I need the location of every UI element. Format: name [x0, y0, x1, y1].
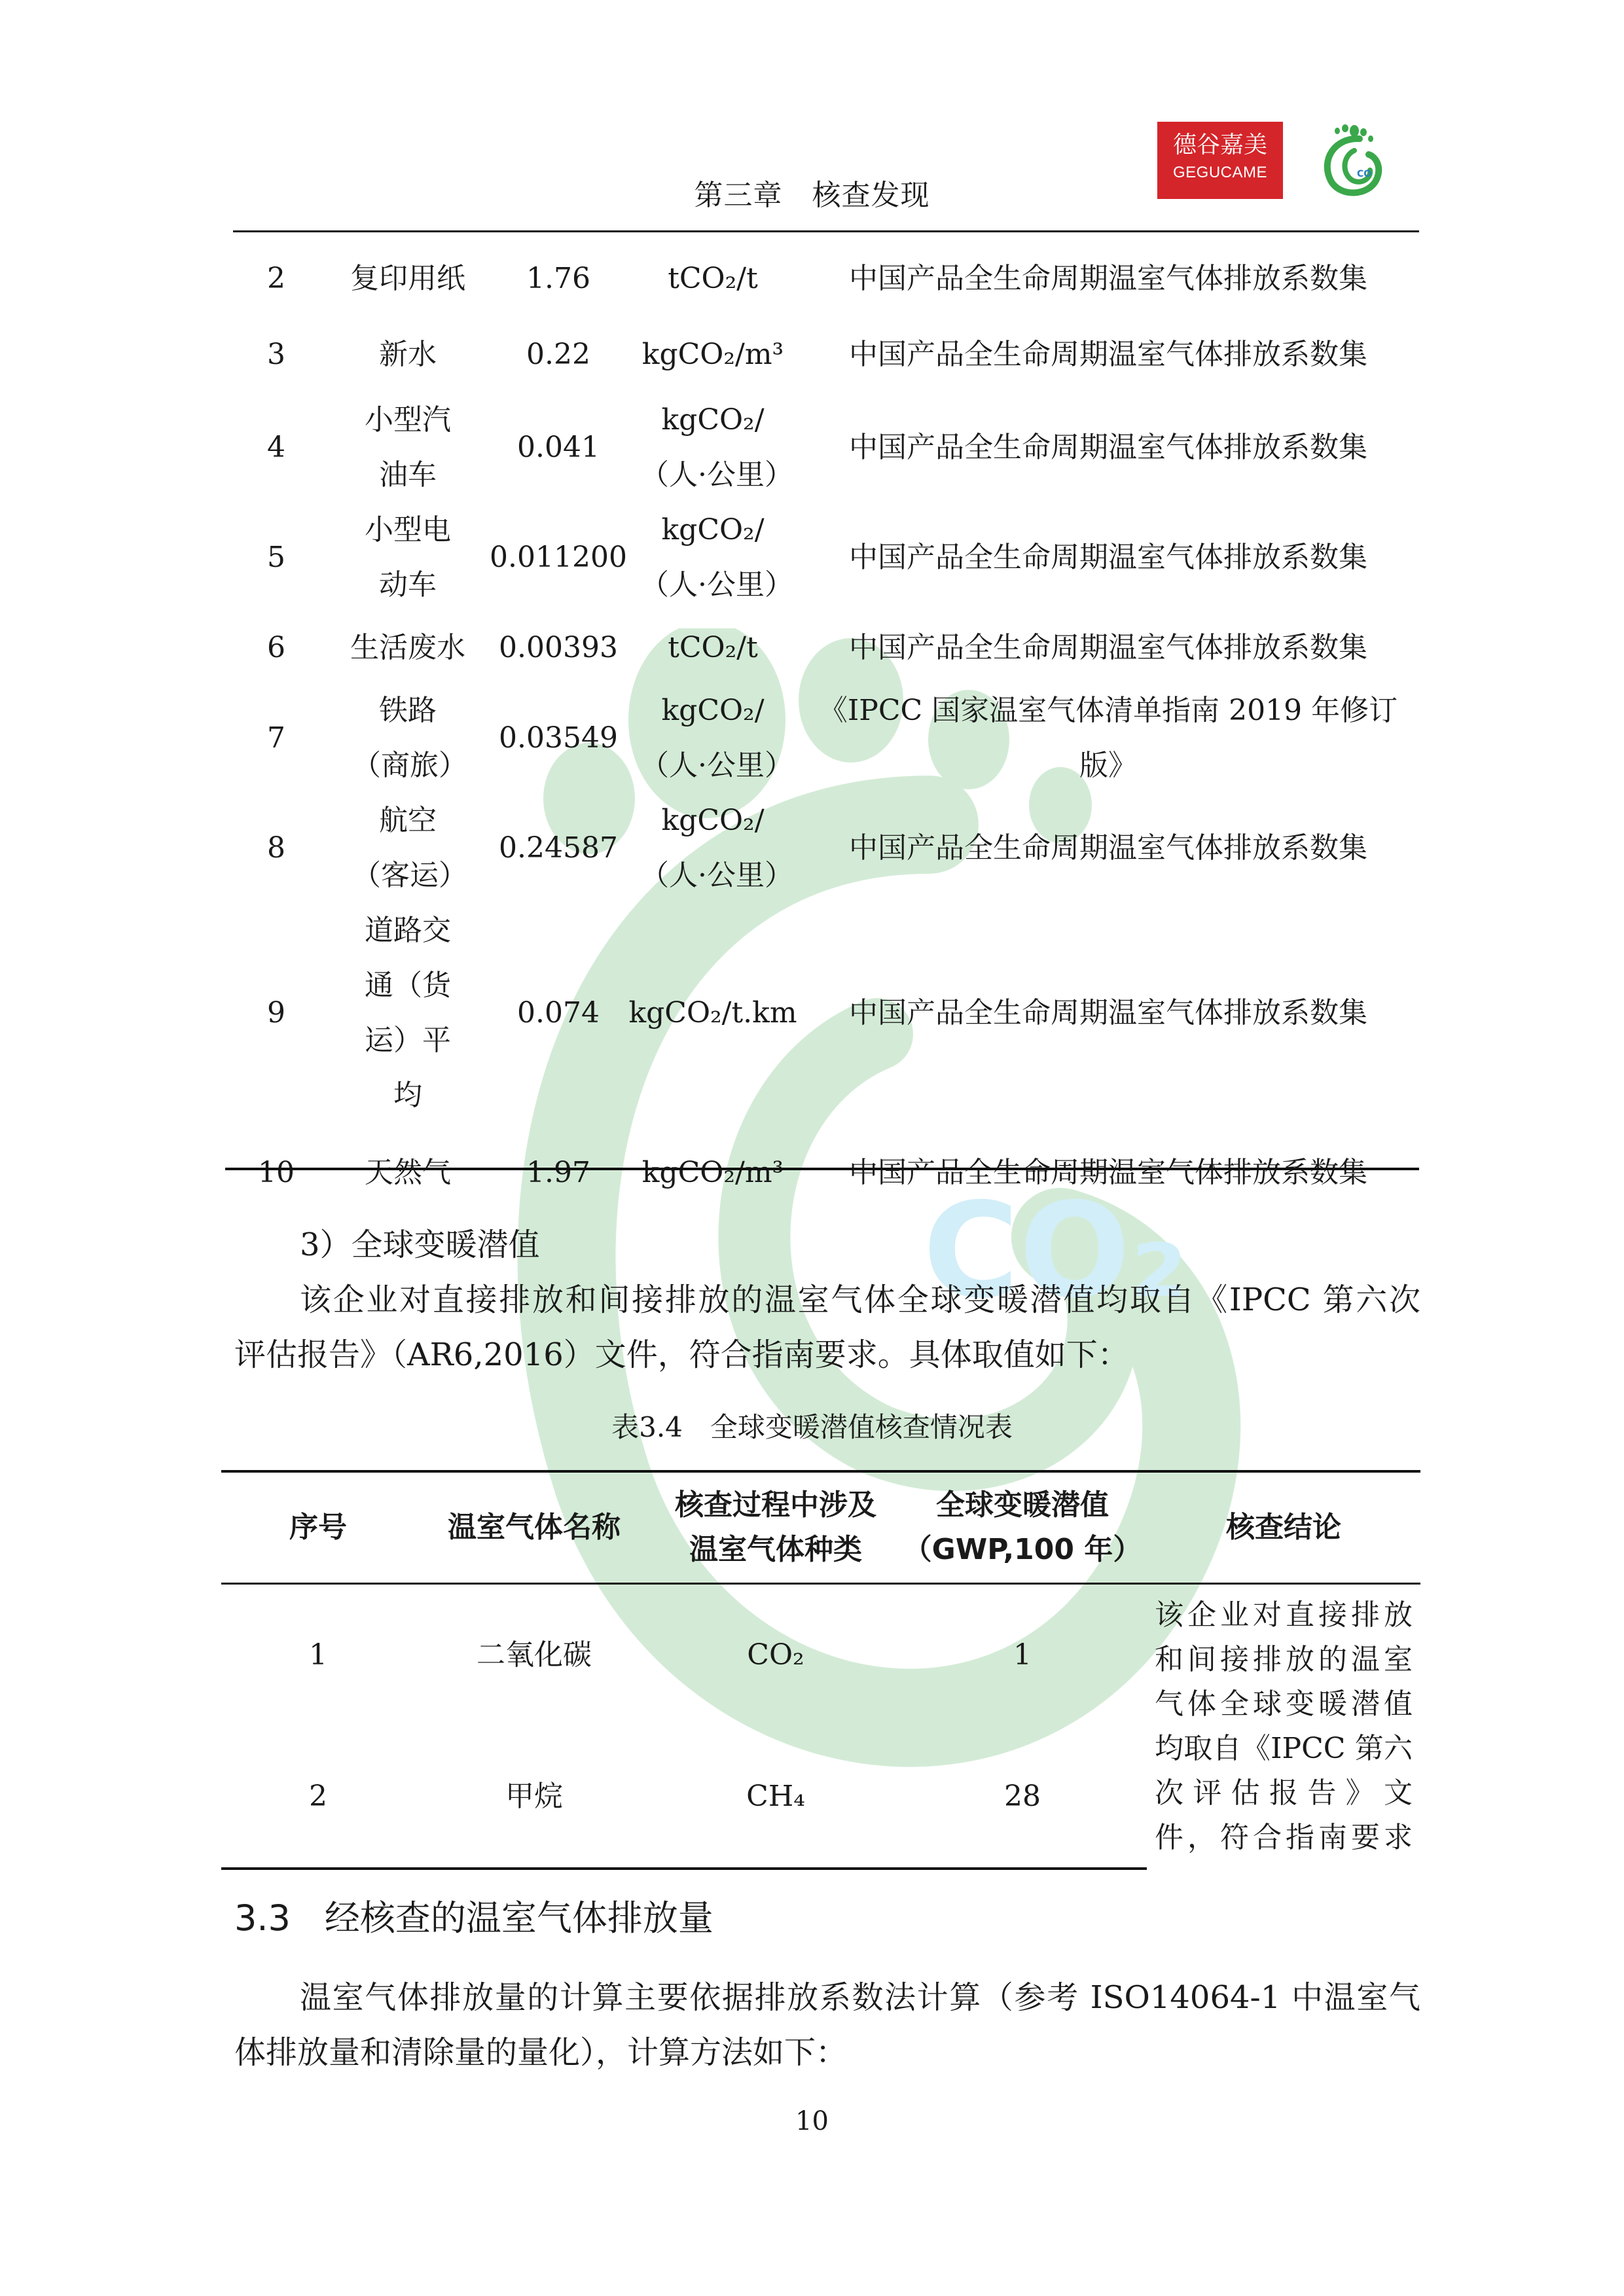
row-gwp: 28	[898, 1726, 1147, 1869]
row-name: 天然气	[365, 1156, 451, 1189]
row-gas-type: CH₄	[653, 1726, 898, 1869]
row-unit: tCO₂/t	[668, 262, 758, 295]
row-value: 0.074	[517, 996, 600, 1030]
row-no: 10	[258, 1156, 295, 1189]
row-source: 中国产品全生命周期温室气体排放系数集	[849, 1156, 1367, 1189]
row-source: 中国产品全生命周期温室气体排放系数集	[849, 996, 1367, 1030]
row-value: 1.76	[526, 262, 590, 295]
row-source: 中国产品全生命周期温室气体排放系数集	[849, 262, 1367, 295]
brand-logo-box	[1157, 122, 1283, 199]
row-no: 9	[267, 996, 285, 1030]
row-name: 新水	[379, 338, 437, 371]
table-bottom-rule	[225, 1168, 1419, 1170]
svg-text:CO: CO	[1357, 169, 1372, 179]
row-name: 小型电动车	[365, 513, 451, 601]
page-number: 10	[795, 2106, 829, 2136]
header-gas-type-line2: 温室气体种类	[689, 1533, 862, 1566]
row-no: 5	[267, 541, 285, 574]
table-row	[221, 1584, 1420, 1727]
row-gas-name: 二氧化碳	[477, 1638, 592, 1672]
row-name: 铁路（商旅）	[352, 694, 467, 782]
gwp-table	[221, 1470, 1420, 1870]
section-paragraph-line2: 体排放量和清除量的量化），计算方法如下：	[234, 2034, 848, 2071]
table-row	[225, 793, 1419, 903]
row-no: 2	[221, 1726, 415, 1869]
row-unit: kgCO₂/t.km	[628, 996, 797, 1030]
section-paragraph-line1: 温室气体排放量的计算主要依据排放系数法计算（参考 ISO14064-1 中温室气	[300, 1979, 1420, 2016]
header-rule	[233, 230, 1419, 232]
chapter-title: 第三章 核查发现	[694, 179, 930, 212]
header-gas-type	[653, 1471, 898, 1584]
row-no: 8	[267, 831, 285, 865]
row-unit: kgCO₂/（人·公里）	[640, 403, 793, 492]
row-value: 0.041	[517, 431, 600, 464]
row-name: 航空（客运）	[352, 804, 467, 892]
row-no: 2	[267, 262, 285, 295]
row-gas-type: CO₂	[747, 1638, 804, 1672]
row-value: 0.22	[526, 338, 590, 371]
row-value: 1.97	[526, 1156, 590, 1189]
row-source: 中国产品全生命周期温室气体排放系数集	[849, 338, 1367, 371]
row-source: 中国产品全生命周期温室气体排放系数集	[849, 431, 1367, 464]
section-heading	[234, 1890, 713, 1941]
row-unit: kgCO₂/（人·公里）	[640, 804, 793, 892]
brand-name-cn: 德谷嘉美	[1172, 132, 1267, 158]
row-name: 小型汽油车	[365, 403, 451, 492]
row-no: 4	[267, 431, 285, 464]
brand-name-en: GEGUCAME	[1172, 164, 1267, 181]
conclusion-cell: 该企业对直接排放和间接排放的温室气体全球变暖潜值均取自《IPCC 第六次评估报告》文件，符合指南要求	[1155, 1598, 1413, 1854]
header-gwp-line1: 全球变暖潜值	[936, 1488, 1109, 1522]
table-row	[225, 317, 1419, 393]
row-value: 0.24587	[499, 831, 618, 865]
table-caption: 表3.4 全球变暖潜值核查情况表	[611, 1411, 1013, 1443]
table-row	[225, 393, 1419, 503]
row-name: 道路交通（货运）平均	[365, 914, 451, 1112]
header-conclusion: 核查结论	[1147, 1471, 1420, 1584]
header-gwp-line2: （GWP,100 年）	[903, 1533, 1142, 1566]
row-no: 7	[267, 721, 285, 755]
gwp-heading: 3）全球变暖潜值	[300, 1227, 540, 1263]
table-row	[225, 683, 1419, 793]
row-value: 0.011200	[490, 541, 627, 574]
row-unit: tCO₂/t	[668, 631, 758, 664]
header-no: 序号	[221, 1471, 415, 1584]
gwp-paragraph-line1: 该企业对直接排放和间接排放的温室气体全球变暖潜值均取自《IPCC 第六次	[300, 1282, 1420, 1318]
row-unit: kgCO₂/（人·公里）	[640, 694, 793, 782]
table-row	[225, 503, 1419, 613]
header-gas-name: 温室气体名称	[415, 1471, 653, 1584]
footprint-co2-logo-icon	[1308, 119, 1388, 200]
row-gwp: 1	[1013, 1638, 1032, 1672]
row-source: 《IPCC 国家温室气体清单指南 2019 年修订版》	[818, 694, 1398, 782]
header-gwp	[898, 1471, 1147, 1584]
watermark-co2-text: CO₂	[923, 1175, 1188, 1327]
row-value: 0.03549	[499, 721, 618, 755]
table-row	[225, 903, 1419, 1123]
row-unit: kgCO₂/（人·公里）	[640, 513, 793, 601]
row-unit: kgCO₂/m³	[641, 1156, 784, 1189]
section-number: 3.3	[234, 1897, 291, 1939]
row-source: 中国产品全生命周期温室气体排放系数集	[849, 541, 1367, 574]
row-source: 中国产品全生命周期温室气体排放系数集	[849, 631, 1367, 664]
row-gas-name: 甲烷	[415, 1726, 653, 1869]
emission-factor-table	[225, 241, 1419, 1223]
row-unit: kgCO₂/m³	[641, 338, 784, 371]
row-no: 3	[267, 338, 285, 371]
row-no: 1	[309, 1638, 327, 1672]
row-no: 6	[267, 631, 285, 664]
table-header-row	[221, 1471, 1420, 1584]
row-value: 0.00393	[499, 631, 618, 664]
section-title-text: 经核查的温室气体排放量	[324, 1897, 713, 1939]
gwp-paragraph-line2: 评估报告》（AR6,2016）文件，符合指南要求。具体取值如下：	[234, 1336, 1129, 1373]
row-name: 生活废水	[350, 631, 465, 664]
header-gas-type-line1: 核查过程中涉及	[675, 1488, 876, 1522]
row-source: 中国产品全生命周期温室气体排放系数集	[849, 831, 1367, 865]
table-row	[225, 241, 1419, 317]
table-row	[225, 613, 1419, 683]
table-row	[225, 1123, 1419, 1223]
row-name: 复印用纸	[350, 262, 465, 295]
